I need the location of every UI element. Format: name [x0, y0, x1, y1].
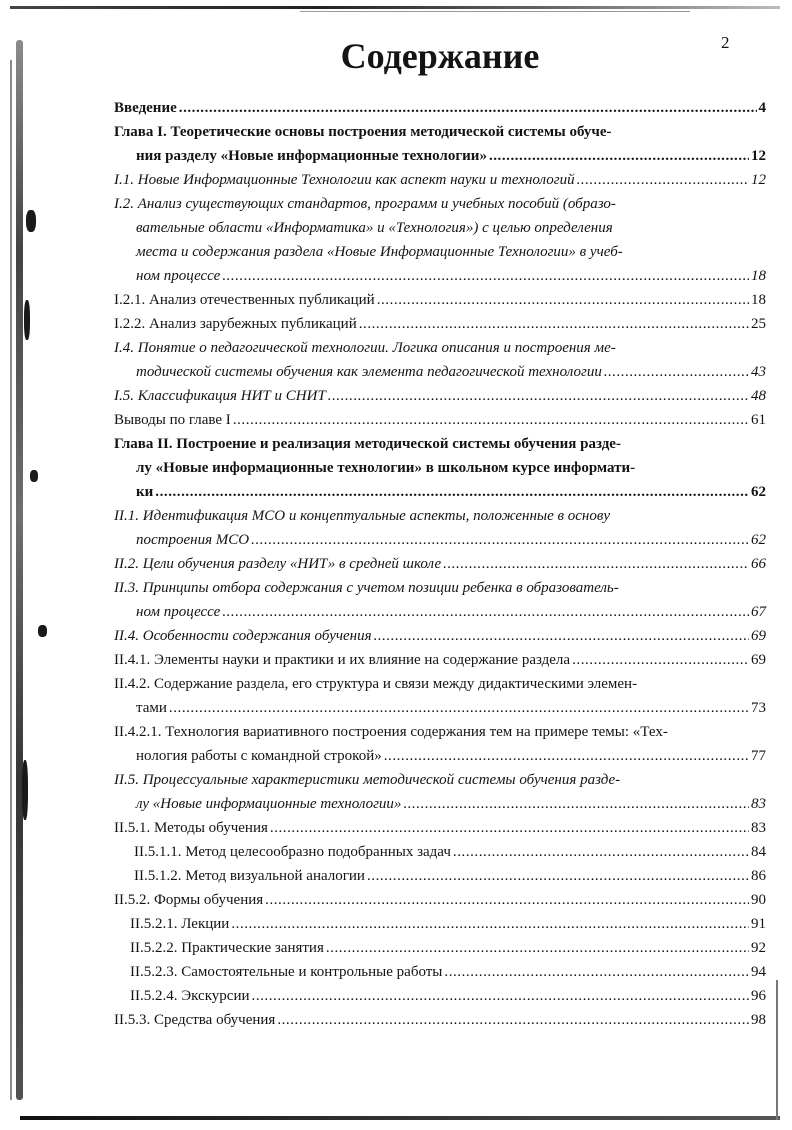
dot-leader — [384, 744, 749, 768]
scan-border-left — [16, 40, 23, 1100]
toc-entry[interactable] — [114, 912, 766, 936]
dot-leader — [374, 624, 749, 648]
toc-entry[interactable] — [114, 864, 766, 888]
toc-entry-title: I.2.1. Анализ отечественных публикаций — [114, 292, 375, 308]
toc-entry-title: Введение — [114, 100, 177, 116]
toc-entry[interactable] — [114, 120, 766, 168]
dot-leader — [326, 936, 749, 960]
dot-leader — [277, 1008, 749, 1032]
toc-entry-title: тодической системы обучения как элемента педагогической технологии — [136, 364, 602, 380]
dot-leader — [403, 792, 749, 816]
toc-entry[interactable] — [114, 936, 766, 960]
dot-leader — [251, 528, 749, 552]
toc-entry-title: ки — [136, 484, 154, 500]
toc-entry-title: II.5.1. Методы обучения — [114, 820, 268, 836]
dot-leader — [270, 816, 749, 840]
toc-entry-title: построения МСО — [136, 532, 250, 548]
toc-entry-title: нология работы с командной строкой» — [136, 748, 382, 764]
toc-entry-title: Выводы по главе I — [114, 412, 231, 428]
toc-entry-page: 25 — [751, 316, 766, 332]
toc-entry-line: вательные области «Информатика» и «Технология») с целью определения — [136, 220, 613, 236]
toc-entry-page: 69 — [751, 628, 766, 644]
toc-entry-page: 98 — [751, 1012, 766, 1028]
page-number: 2 — [721, 33, 730, 52]
toc-entry-title: II.2. Цели обучения разделу «НИТ» в средней школе — [114, 556, 442, 572]
scan-speck — [26, 210, 36, 232]
dot-leader — [377, 288, 749, 312]
toc-entry[interactable] — [114, 576, 766, 624]
dot-leader — [179, 96, 757, 120]
dot-leader — [572, 648, 749, 672]
toc-entry[interactable] — [114, 840, 766, 864]
toc-entry[interactable] — [114, 984, 766, 1008]
toc-entry-title: I.2.2. Анализ зарубежных публикаций — [114, 316, 357, 332]
toc-entry-title: ном процессе — [136, 604, 221, 620]
toc-entry-page: 67 — [751, 604, 766, 620]
toc-entry-page: 69 — [751, 652, 766, 668]
toc-entry-line: Глава I. Теоретические основы построения методической системы обуче- — [114, 124, 612, 140]
toc-entry[interactable] — [114, 312, 766, 336]
dot-leader — [233, 408, 749, 432]
toc-entry[interactable] — [114, 504, 766, 552]
toc-entry-line: места и содержания раздела «Новые Информационные Технологии» в учеб- — [136, 244, 623, 260]
toc-entry[interactable] — [114, 336, 766, 384]
toc-entry-page: 83 — [751, 820, 766, 836]
toc-entry-page: 12 — [751, 148, 766, 164]
toc-entry[interactable] — [114, 720, 766, 768]
toc-entry-title: II.5.1.1. Метод целесообразно подобранных задач — [134, 844, 451, 860]
toc-entry-line: II.3. Принципы отбора содержания с учетом позиции ребенка в образователь- — [114, 580, 619, 596]
toc-entry-page: 96 — [751, 988, 766, 1004]
toc-entry-title: тами — [136, 700, 167, 716]
toc-entry[interactable] — [114, 192, 766, 288]
toc-entry-page: 43 — [751, 364, 766, 380]
scan-speck — [38, 625, 47, 637]
toc-entry-title: II.5.1.2. Метод визуальной аналогии — [134, 868, 365, 884]
toc-entry-line: II.4.2.1. Технология вариативного построения содержания тем на примере темы: «Тех- — [114, 724, 668, 740]
dot-leader — [453, 840, 749, 864]
toc-entry-page: 83 — [751, 796, 766, 812]
scan-speck — [30, 470, 38, 482]
scan-border-top — [10, 6, 780, 9]
scan-line-left — [10, 60, 12, 1100]
toc-entry[interactable] — [114, 432, 766, 504]
dot-leader — [265, 888, 749, 912]
toc-entry-page: 12 — [751, 172, 766, 188]
toc-entry-page: 48 — [751, 388, 766, 404]
toc-entry[interactable] — [114, 288, 766, 312]
toc-entry-title: II.5.2.4. Экскурсии — [130, 988, 250, 1004]
dot-leader — [222, 264, 749, 288]
scan-speck — [24, 300, 30, 340]
toc-entry-page: 94 — [751, 964, 766, 980]
toc-entry[interactable] — [114, 96, 766, 120]
toc-entry-title: ния разделу «Новые информационные технологии» — [136, 148, 487, 164]
toc-entry[interactable] — [114, 888, 766, 912]
toc-entry[interactable] — [114, 1008, 766, 1032]
toc-entry[interactable] — [114, 648, 766, 672]
toc-entry-page: 4 — [758, 100, 766, 116]
dot-leader — [231, 912, 749, 936]
toc-entry-line: II.5. Процессуальные характеристики методической системы обучения разде- — [114, 772, 621, 788]
toc-entry[interactable] — [114, 816, 766, 840]
dot-leader — [169, 696, 749, 720]
dot-leader — [328, 384, 749, 408]
toc-entry-page: 18 — [751, 292, 766, 308]
toc-entry-page: 66 — [751, 556, 766, 572]
dot-leader — [489, 144, 749, 168]
table-of-contents — [114, 96, 766, 1032]
toc-entry-page: 73 — [751, 700, 766, 716]
toc-entry-title: II.5.2.2. Практические занятия — [130, 940, 324, 956]
toc-entry[interactable] — [114, 672, 766, 720]
toc-entry-line: Глава II. Построение и реализация методической системы обучения разде- — [114, 436, 621, 452]
toc-entry-title: II.4. Особенности содержания обучения — [114, 628, 372, 644]
toc-entry-title: ном процессе — [136, 268, 221, 284]
toc-entry-page: 61 — [751, 412, 766, 428]
toc-entry-line: II.1. Идентификация МСО и концептуальные аспекты, положенные в основу — [114, 508, 611, 524]
toc-entry-page: 62 — [751, 532, 766, 548]
dot-leader — [443, 552, 749, 576]
toc-entry-title: I.1. Новые Информационные Технологии как аспект науки и технологий — [114, 172, 575, 188]
dot-leader — [367, 864, 749, 888]
toc-entry-line: II.4.2. Содержание раздела, его структура и связи между дидактическими элемен- — [114, 676, 638, 692]
dot-leader — [155, 480, 749, 504]
toc-entry-page: 18 — [751, 268, 766, 284]
scan-border-bottom — [20, 1116, 780, 1120]
toc-entry-line: I.4. Понятие о педагогической технологии. Логика описания и построения ме- — [114, 340, 616, 356]
scan-speck — [22, 760, 28, 820]
toc-entry-page: 86 — [751, 868, 766, 884]
dot-leader — [604, 360, 749, 384]
toc-entry-page: 92 — [751, 940, 766, 956]
dot-leader — [444, 960, 749, 984]
toc-entry-title: II.4.1. Элементы науки и практики и их влияние на содержание раздела — [114, 652, 571, 668]
toc-entry-page: 90 — [751, 892, 766, 908]
toc-entry-page: 62 — [751, 484, 766, 500]
toc-entry[interactable] — [114, 768, 766, 816]
toc-entry-line: I.2. Анализ существующих стандартов, программ и учебных пособий (образо- — [114, 196, 616, 212]
toc-entry-title: II.5.2.3. Самостоятельные и контрольные работы — [130, 964, 443, 980]
toc-entry[interactable] — [114, 384, 766, 408]
toc-entry[interactable] — [114, 168, 766, 192]
toc-entry-page: 77 — [751, 748, 766, 764]
toc-entry[interactable] — [114, 624, 766, 648]
dot-leader — [222, 600, 749, 624]
toc-entry-page: 84 — [751, 844, 766, 860]
dot-leader — [577, 168, 749, 192]
toc-entry-title: II.5.2. Формы обучения — [114, 892, 264, 908]
toc-entry-title: II.5.2.1. Лекции — [130, 916, 230, 932]
toc-entry-title: I.5. Классификация НИТ и СНИТ — [114, 388, 326, 404]
toc-entry-title: лу «Новые информационные технологии» — [136, 796, 402, 812]
toc-entry-title: II.5.3. Средства обучения — [114, 1012, 276, 1028]
toc-entry[interactable] — [114, 960, 766, 984]
toc-entry-line: лу «Новые информационные технологии» в школьном курсе информати- — [136, 460, 636, 476]
toc-entry[interactable] — [114, 408, 766, 432]
page-title: Содержание — [340, 36, 540, 76]
dot-leader — [359, 312, 749, 336]
dot-leader — [252, 984, 749, 1008]
toc-entry[interactable] — [114, 552, 766, 576]
scan-line-top — [300, 11, 690, 12]
scan-border-right — [776, 980, 778, 1120]
toc-entry-page: 91 — [751, 916, 766, 932]
